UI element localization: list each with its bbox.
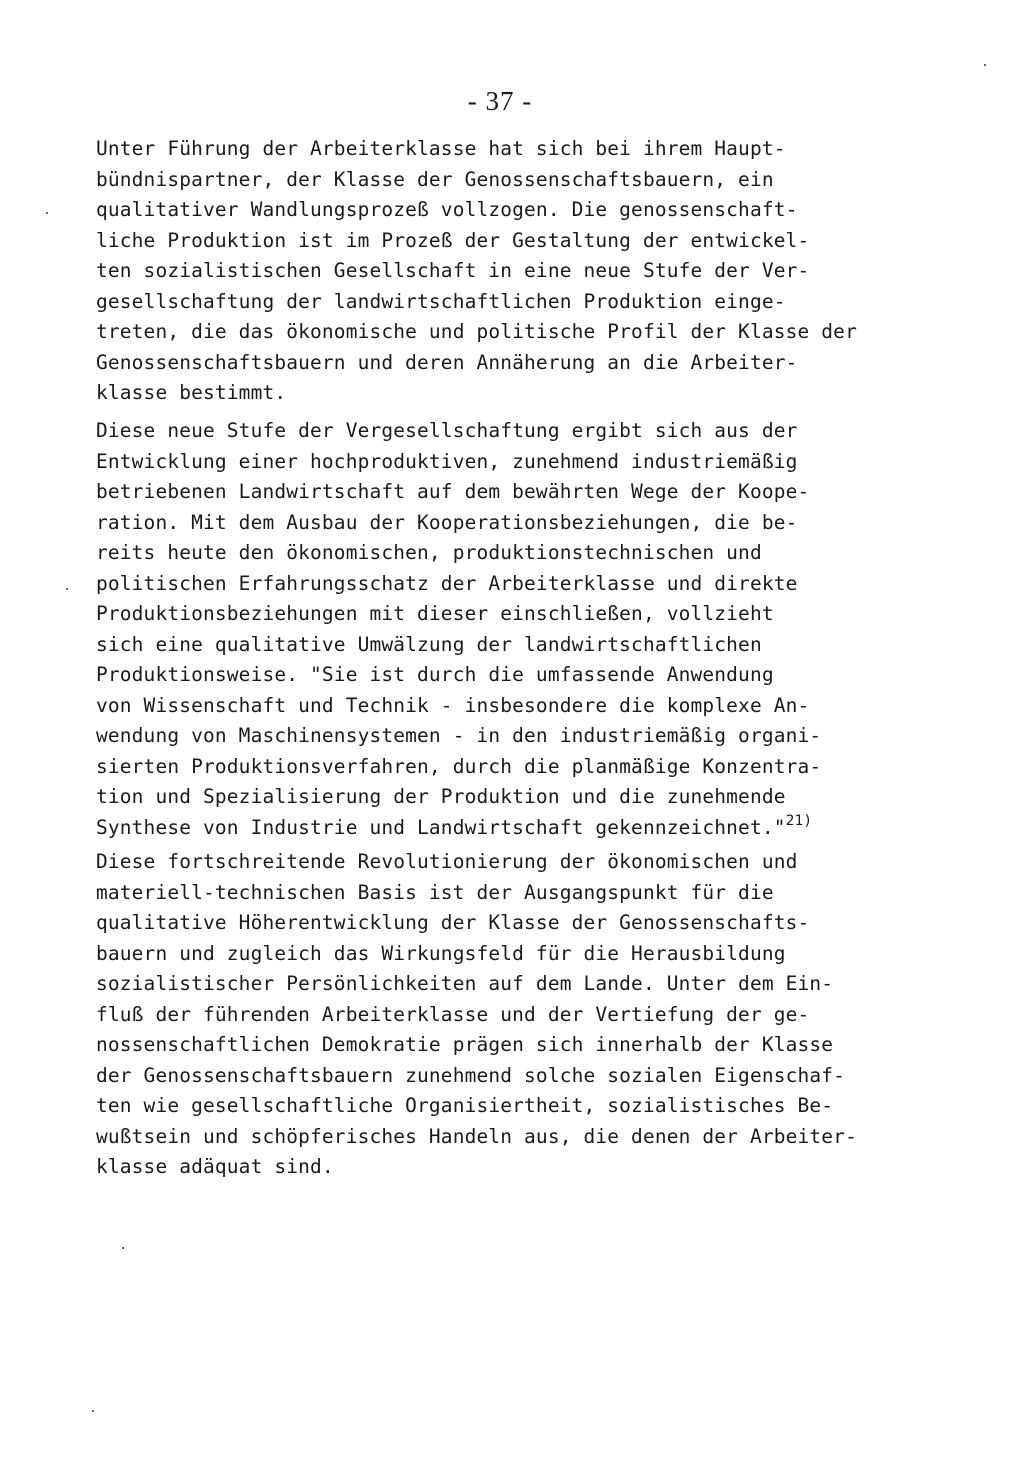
scan-speck: [66, 588, 68, 590]
scan-speck: [984, 64, 986, 66]
text-line: [96, 134, 896, 165]
text-line: [96, 226, 896, 257]
text-line: [96, 508, 896, 539]
scan-speck: [46, 212, 48, 214]
line-text: Unter Führung der Arbeiterklasse hat sich bei ihrem Haupt-: [96, 137, 786, 160]
line-text: liche Produktion ist im Prozeß der Gestaltung der entwickel-: [96, 228, 810, 252]
line-text: Produktionsweise. "Sie ist durch die umfassende Anwendung: [96, 663, 774, 686]
text-line: [96, 908, 896, 939]
page-number: - 37 -: [467, 86, 533, 116]
line-text: materiell-technischen Basis ist der Ausgangspunkt für die: [96, 880, 774, 904]
text-line: [96, 691, 896, 722]
line-text: ten sozialistischen Gesellschaft in eine neue Stufe der Ver-: [96, 259, 810, 282]
line-text: Diese fortschreitende Revolutionierung der ökonomischen und: [96, 850, 798, 873]
text-line: [96, 878, 896, 909]
paragraph-2: [96, 416, 896, 843]
text-line: [96, 599, 896, 630]
line-text: sich eine qualitative Umwälzung der landwirtschaftlichen: [96, 632, 762, 656]
line-text: wußtsein und schöpferisches Handeln aus, die denen der Arbeiter-: [96, 1124, 857, 1148]
line-text: fluß der führenden Arbeiterklasse und der Vertiefung der ge-: [96, 1002, 810, 1026]
text-line: [96, 378, 896, 409]
line-text: tion und Spezialisierung der Produktion und die zunehmende: [96, 785, 786, 808]
scan-speck: [92, 1410, 94, 1412]
text-line: [96, 256, 896, 287]
line-text: von Wissenschaft und Technik - insbesondere die komplexe An-: [96, 693, 810, 717]
text-line: [96, 630, 896, 661]
text-line: [96, 477, 896, 508]
text-line: [96, 447, 896, 478]
line-text: klasse bestimmt.: [96, 381, 287, 404]
line-text: politischen Erfahrungsschatz der Arbeiterklasse und direkte: [96, 571, 798, 595]
text-line: [96, 287, 896, 318]
line-text: betriebenen Landwirtschaft auf dem bewährten Wege der Koope-: [96, 480, 810, 503]
text-line: [96, 416, 896, 447]
text-line: [96, 165, 896, 196]
line-text: ten wie gesellschaftliche Organisiertheit, sozialistisches Be-: [96, 1094, 834, 1117]
text-line: [96, 939, 896, 970]
text-line: [96, 660, 896, 691]
line-text: Genossenschaftsbauern und deren Annäherung an die Arbeiter-: [96, 350, 798, 374]
text-line: [96, 1000, 896, 1031]
text-line: [96, 721, 896, 752]
text-line: [96, 1030, 896, 1061]
text-line: [96, 1122, 896, 1153]
line-text: ration. Mit dem Ausbau der Kooperationsbeziehungen, die be-: [96, 510, 798, 534]
text-line: [96, 847, 896, 878]
line-text: nossenschaftlichen Demokratie prägen sich innerhalb der Klasse: [96, 1033, 834, 1056]
line-text: qualitative Höherentwicklung der Klasse der Genossenschafts-: [96, 911, 810, 934]
text-line: [96, 195, 896, 226]
line-text: klasse adäquat sind.: [96, 1155, 334, 1178]
line-text: bündnispartner, der Klasse der Genossenschaftsbauern, ein: [96, 167, 774, 191]
text-line: [96, 813, 896, 844]
text-line: [96, 317, 896, 348]
line-text: wendung von Maschinensystemen - in den industriemäßig organi-: [96, 724, 822, 747]
line-text: sierten Produktionsverfahren, durch die planmäßige Konzentra-: [96, 754, 822, 778]
line-text: der Genossenschaftsbauern zunehmend solche sozialen Eigenschaf-: [96, 1063, 846, 1087]
text-line: [96, 1152, 896, 1183]
paragraph-1: [96, 134, 896, 409]
footnote-reference: 21): [785, 812, 813, 829]
line-text: Entwicklung einer hochproduktiven, zunehmend industriemäßig: [96, 449, 798, 473]
line-text: Produktionsbeziehungen mit dieser einschließen, vollzieht: [96, 602, 774, 625]
line-text: bauern und zugleich das Wirkungsfeld für die Herausbildung: [96, 941, 786, 965]
scan-speck: [122, 1247, 124, 1249]
text-line: [96, 1091, 896, 1122]
text-line: [96, 782, 896, 813]
text-line: [96, 348, 896, 379]
text-line: [96, 969, 896, 1000]
line-text: Synthese von Industrie und Landwirtschaft gekennzeichnet.": [96, 815, 786, 839]
text-line: [96, 752, 896, 783]
line-text: Diese neue Stufe der Vergesellschaftung ergibt sich aus der: [96, 419, 798, 442]
text-line: [96, 1061, 896, 1092]
line-text: qualitativer Wandlungsprozeß vollzogen. Die genossenschaft-: [96, 198, 798, 221]
paragraph-3: [96, 847, 896, 1183]
line-text: reits heute den ökonomischen, produktionstechnischen und: [96, 541, 762, 564]
line-text: gesellschaftung der landwirtschaftlichen Produktion einge-: [96, 289, 786, 313]
text-line: [96, 569, 896, 600]
line-text: sozialistischer Persönlichkeiten auf dem Lande. Unter dem Ein-: [96, 972, 834, 995]
text-line: [96, 538, 896, 569]
line-text: treten, die das ökonomische und politische Profil der Klasse der: [96, 320, 857, 343]
